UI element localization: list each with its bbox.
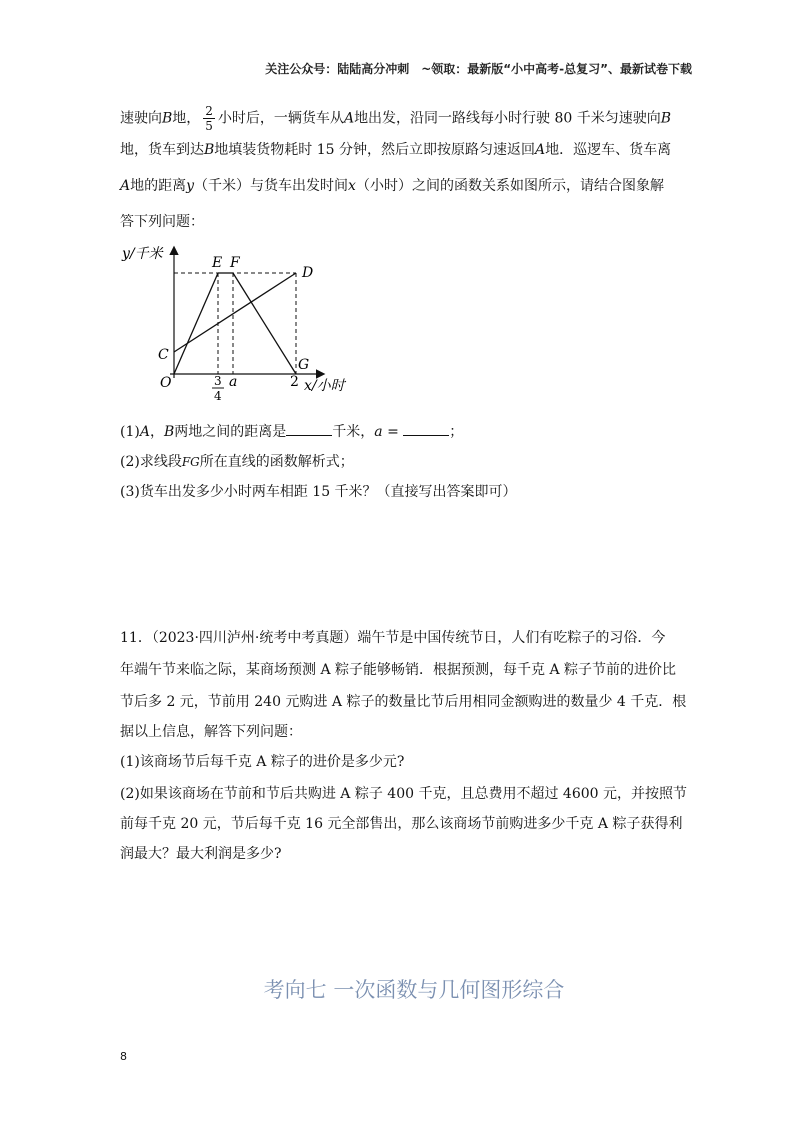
page-number: 8 (120, 1050, 127, 1063)
fraction-two-fifths: $\frac{2}{5}$ (205, 104, 213, 133)
point-label-d: D (302, 265, 314, 281)
y-axis-label: y/千米 (122, 246, 163, 262)
section-title: 考向七 一次函数与几何图形综合 (263, 978, 565, 1002)
q11-line-6: (2)如果该商场在节前和节后共购进 A 粽子 400 千克，且总费用不超过 4600 元，并按照节 (120, 786, 687, 802)
segment-f-g (233, 273, 296, 374)
q11-line-3: 节后多 2 元，节前用 240 元购进 A 粽子的数量比节后用相同金额购进的数量少 4 千克．根 (120, 694, 687, 710)
q10-sub-2: (2)求线段FG所在直线的函数解析式； (120, 454, 354, 470)
q10-line-4: 答下列问题： (120, 214, 204, 230)
point-label-o: O (160, 375, 172, 391)
point-label-f: F (230, 255, 240, 271)
q11-line-1: 11．（2023·四川泸州·统考中考真题）端午节是中国传统节日，人们有吃粽子的习俗．今 (120, 630, 666, 646)
q10-sub-1: (1)A，B两地之间的距离是 千米，a = ； (120, 424, 464, 440)
q10-line-2: 地，货车到达B地填装货物耗时 15 分钟，然后立即按原路匀速返回A地．巡逻车、货车离 (120, 142, 672, 158)
q10-sub-3: (3)货车出发多少小时两车相距 15 千米？（直接写出答案即可） (120, 484, 517, 500)
point-label-c: C (158, 347, 169, 363)
function-graph (118, 238, 378, 408)
point-label-e: E (212, 255, 223, 271)
x-axis-label: x/小时 (304, 378, 345, 394)
q10-line-1: 速驶向B地， $\frac{2}{5}$ 小时后，一辆货车从A地出发，沿同一路线每小时行驶 80 千米匀速驶向B (120, 104, 672, 133)
tick-label-frac-den: 4 (214, 389, 222, 403)
tick-label-a: a (229, 374, 238, 390)
q11-line-7: 前每千克 20 元，节后每千克 16 元全部售出，那么该商场节前购进多少千克 A 粽子获得利 (120, 816, 683, 832)
page-header: 关注公众号：陆陆高分冲刺 ~领取：最新版“小中高考-总复习”、最新试卷下载 (265, 62, 692, 76)
q11-line-4: 据以上信息，解答下列问题： (120, 724, 302, 740)
q10-line-3: A地的距离y（千米）与货车出发时间x（小时）之间的函数关系如图所示，请结合图象解 (120, 178, 664, 194)
tick-label-2: 2 (290, 374, 299, 390)
segment-c-d (174, 273, 296, 352)
q11-line-2: 年端午节来临之际，某商场预测 A 粽子能够畅销．根据预测，每千克 A 粽子节前的进价比 (120, 662, 677, 678)
answer-blank-distance[interactable] (286, 423, 332, 436)
q11-line-5: (1)该商场节后每千克 A 粽子的进价是多少元? (120, 754, 405, 770)
tick-label-frac-num: 3 (214, 374, 222, 388)
answer-blank-a[interactable] (403, 423, 449, 436)
point-label-g: G (298, 357, 310, 373)
segment-o-e (174, 273, 218, 374)
q11-line-8: 润最大？最大利润是多少? (120, 846, 282, 862)
